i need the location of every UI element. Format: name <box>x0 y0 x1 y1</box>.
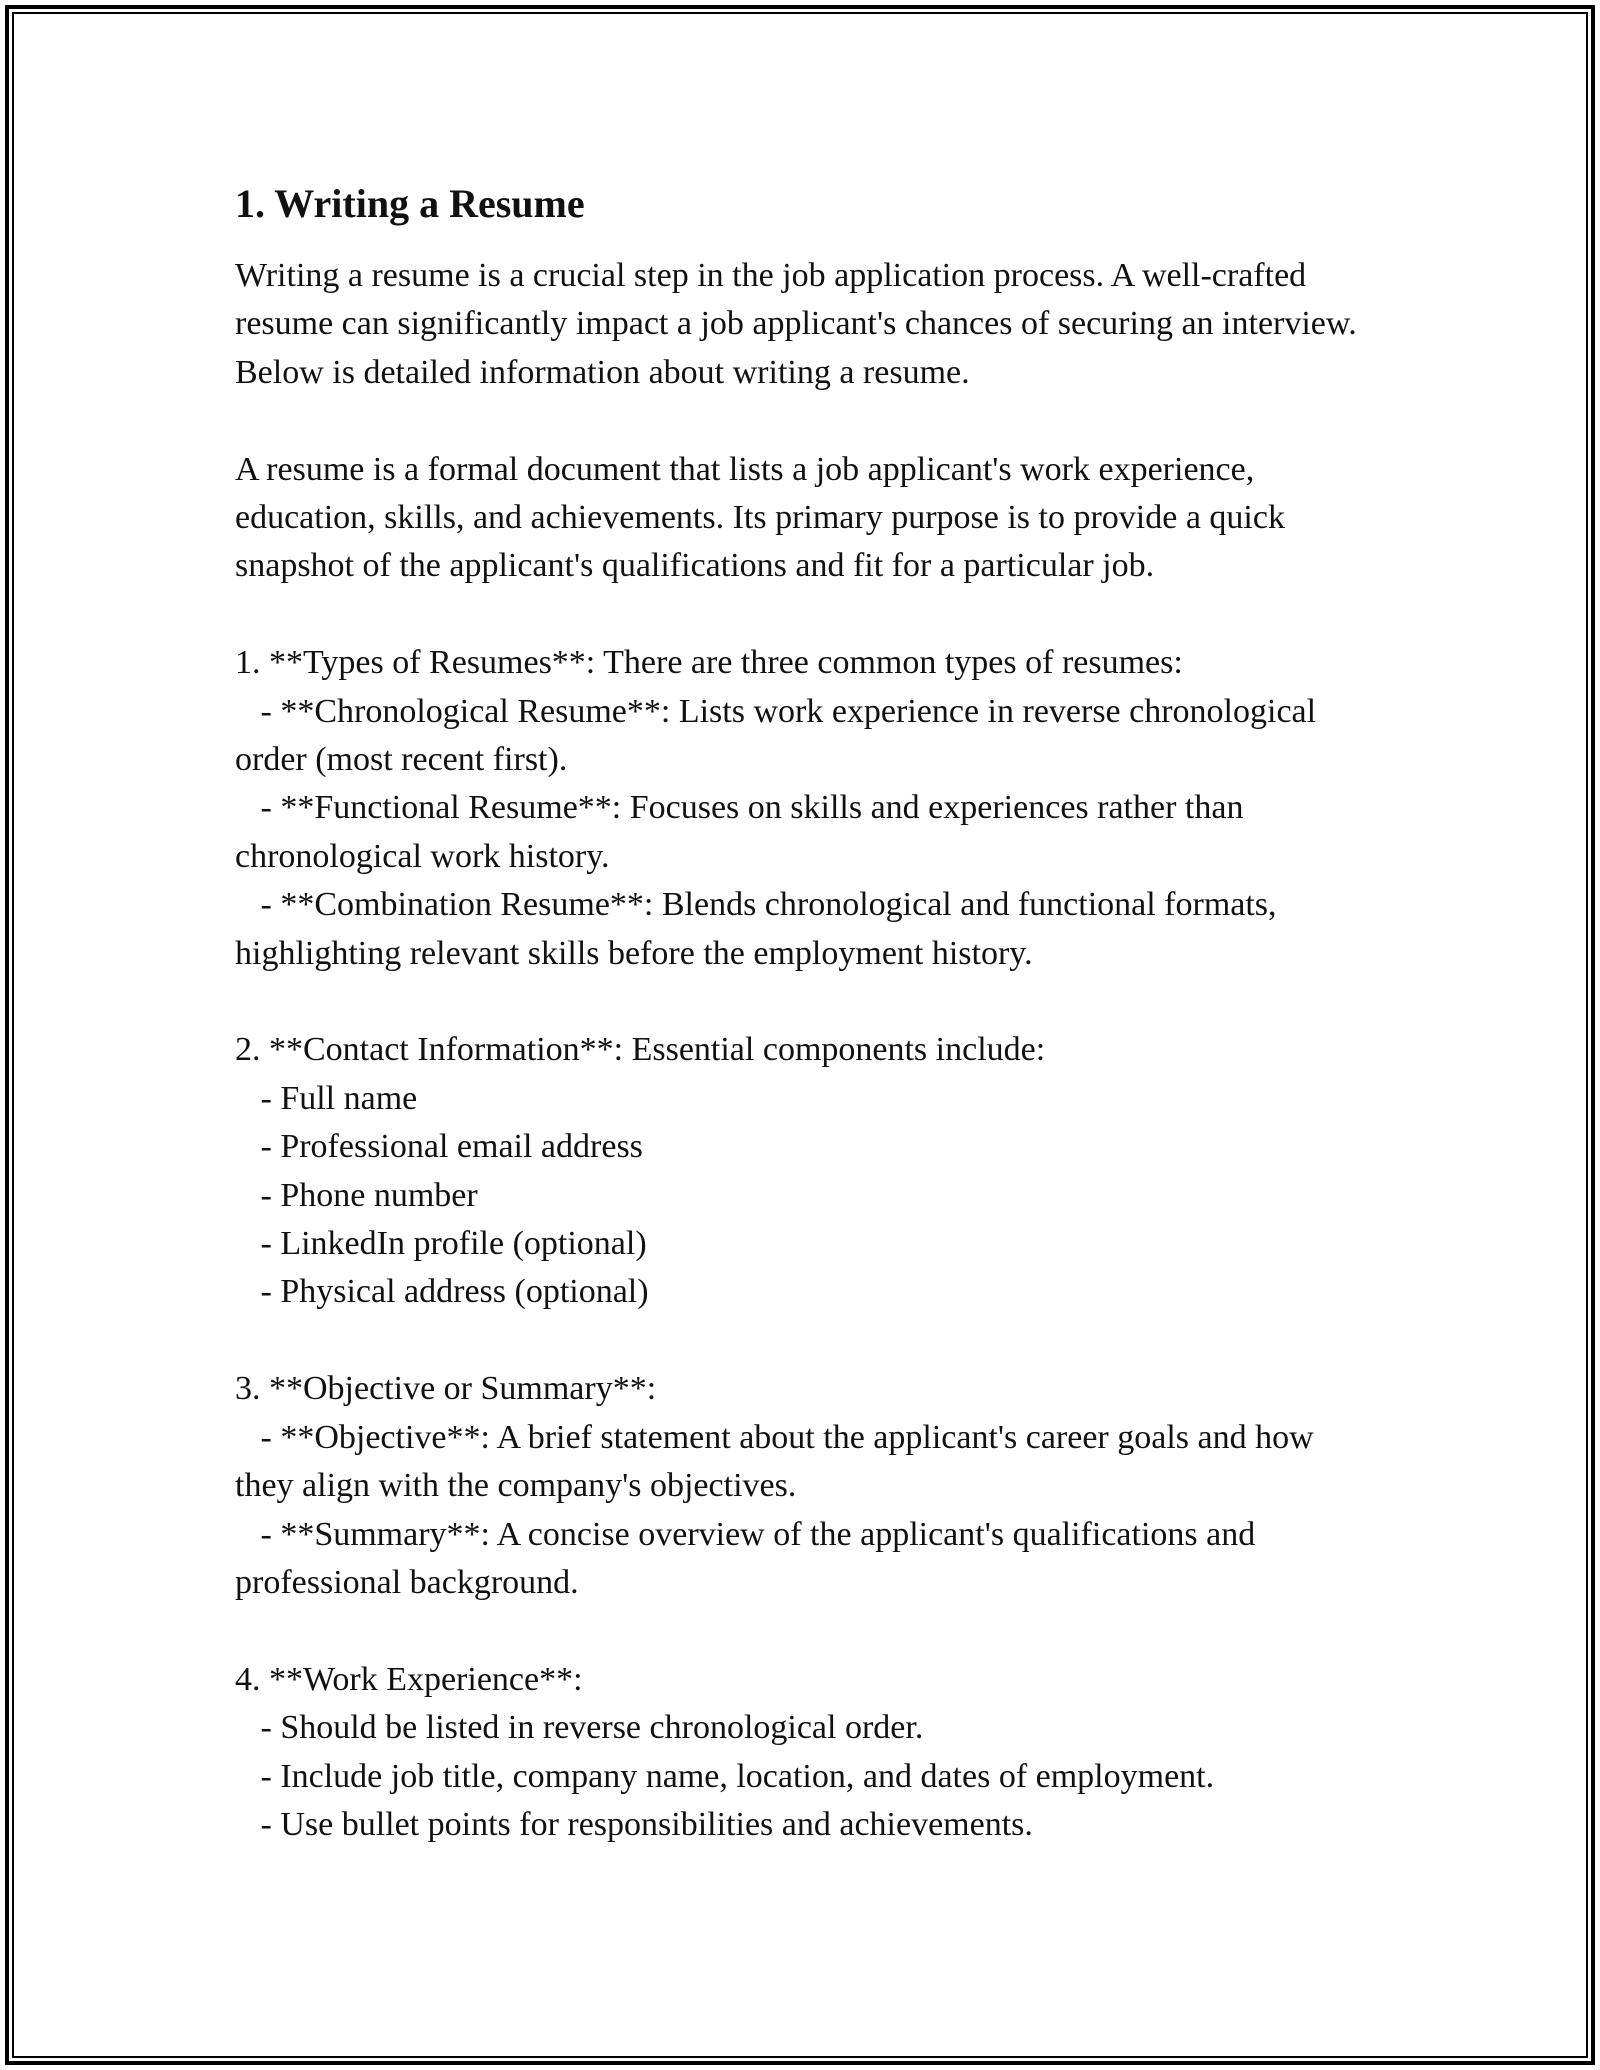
section-heading: 2. **Contact Information**: Essential components include: <box>235 1031 1046 1069</box>
list-item: - **Summary**: A concise overview of the applicant's qualifications and professional background. <box>235 1515 1264 1601</box>
page-title: 1. Writing a Resume <box>235 181 585 226</box>
list-item: - Phone number <box>235 1176 478 1214</box>
section-contact-information <box>235 1026 1375 1316</box>
list-item: - Full name <box>235 1079 418 1117</box>
section-objective-or-summary <box>235 1365 1375 1607</box>
section-heading: 1. **Types of Resumes**: There are three common types of resumes: <box>235 644 1183 682</box>
list-item: - **Chronological Resume**: Lists work experience in reverse chronological order (most recent first). <box>235 692 1325 779</box>
definition-paragraph: A resume is a formal document that lists a job applicant's work experience, education, skills, and achievements. Its primary purpose is to provide a quick snapshot of the applicant's qualifications and fit for a particular job. <box>235 450 1294 585</box>
list-item: - **Objective**: A brief statement about the applicant's career goals and how they align with the company's objectives. <box>235 1418 1323 1505</box>
list-item: - Include job title, company name, location, and dates of employment. <box>235 1757 1215 1795</box>
list-item: - Professional email address <box>235 1128 643 1166</box>
list-item: - Physical address (optional) <box>235 1273 649 1311</box>
list-item: - **Combination Resume**: Blends chronological and functional formats, highlighting relevant skills before the employment history. <box>235 886 1286 972</box>
section-heading: 4. **Work Experience**: <box>235 1660 583 1698</box>
list-item: - **Functional Resume**: Focuses on skills and experiences rather than chronological work history. <box>235 789 1252 875</box>
list-item: - LinkedIn profile (optional) <box>235 1225 647 1263</box>
intro-paragraph: Writing a resume is a crucial step in the job application process. A well-crafted resume can significantly impact a job applicant's chances of securing an interview. Below is detailed information about writing a resume. <box>235 257 1366 391</box>
list-item: - Should be listed in reverse chronological order. <box>235 1709 924 1747</box>
section-heading: 3. **Objective or Summary**: <box>235 1370 657 1408</box>
document-body <box>235 180 1375 1898</box>
section-work-experience <box>235 1656 1375 1850</box>
section-types-of-resumes <box>235 639 1375 978</box>
list-item: - Use bullet points for responsibilities and achievements. <box>235 1805 1033 1843</box>
